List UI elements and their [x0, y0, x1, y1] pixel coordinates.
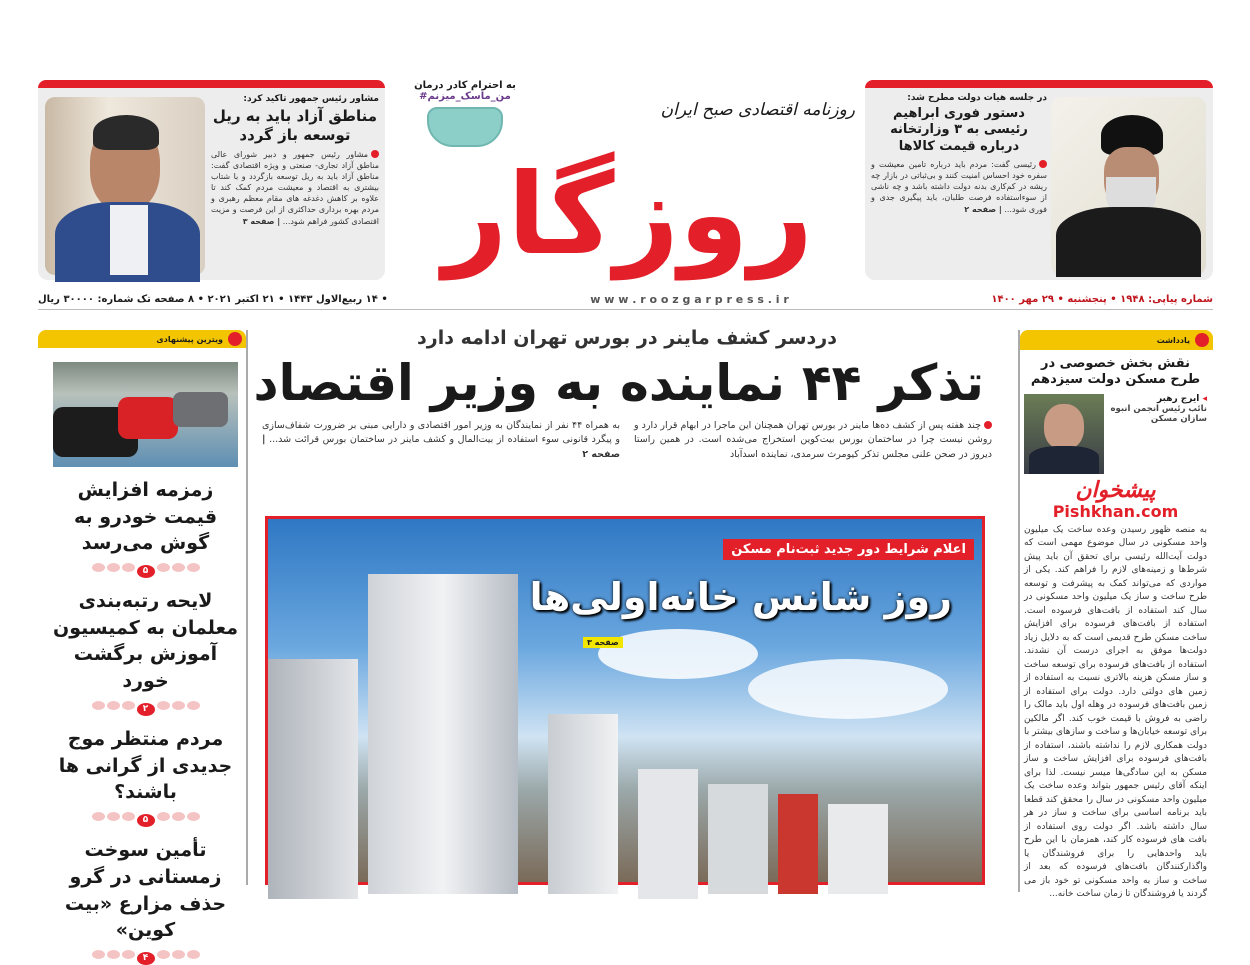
body-text: رئیسی گفت: مردم باید درباره تامین معیشت و سفره خود احساس امنیت کنند و بی‌ثباتی در بازار چه ریشه در کم‌کاری بدنه دولت داشته باشد و چه ناشی از سوءاستفاده فرصت طلبان، باید پیگیری جدی و فوری شود...	[871, 159, 1047, 214]
author-title: نائب رئیس انجمن انبوه سازان مسکن	[1110, 403, 1207, 424]
page-dots	[53, 563, 238, 579]
kicker: در جلسه هیات دولت مطرح شد:	[907, 93, 1047, 103]
watermark-fa: پیشخوان	[1075, 476, 1156, 503]
column-header-label: یادداشت	[1156, 335, 1190, 345]
side-headline[interactable]: مردم منتظر موج جدیدی از گرانی ها باشند؟	[58, 728, 233, 804]
top-right-story[interactable]	[865, 80, 1213, 280]
side-headline[interactable]: تأمین سوخت زمستانی در گرو حذف مزارع «بیت کوین»	[64, 839, 227, 942]
note-body: به منصه ظهور رسیدن وعده ساخت یک میلیون واحد مسکونی در سال موضوع مهمی است که دولت آیت‌الله رئیسی برای تحقق آن باید پیش شرط‌ها و زمینه‌های لازم را فراهم کند. یکی از مواردی که می‌تواند کمک به پیشرفت و توسعه طرح ساخت و ساز یک میلیون واحد مسکونی در سال کند استفاده از بافت‌های فرسوده است. استفاده از بافت‌های فرسوده برای افزایش ساخت مسکن طرح قدیمی است که به دلایل زیاد دولت‌ها موفق به اجرای درست آن نشدند. استفاده از بافت‌های فرسوده برای توسعه ساخت و ساز مسکن هزینه بالاتری نسبت به استفاده از زمین های دولتی دارد. دولت برای استفاده از زمین بافت‌های فرسوده در وهله اول باید مالک را راضی به فروش با قیمت خوب کند. اگر مالکین برای توسعه خیابان‌ها و ساخت و سازهای بیشتر با دولت همکاری لازم را نداشته باشند، استفاده از بافت‌های فرسوده برای افزایش ساخت و ساز مسکن به این سادگی‌ها میسر نیست. لذا برای اینکه آقای رئیس جمهور بتواند وعده ساخت یک میلیون واحد مسکونی در سال را محقق کند قطعا باید برنامه اساسی برای ساخت و ساز در هر سال داشته باشد. اگر دولت روی استفاده از بافت های فرسوده کار کند، همزمان با این طرح باید واحدهایی را برای فروشندگان یا واگذارکنندگان بافت‌های فرسوده که بعد از ساخت و ساز به واحد مسکونی تو خود باز می گردند یا فروشندگان تا زمان ساخت خانه...	[1024, 524, 1207, 900]
mask-campaign	[405, 80, 525, 147]
lead-kicker: دردسر کشف ماینر در بورس تهران ادامه دارد	[417, 327, 837, 349]
portrait-photo	[45, 97, 205, 275]
page-ref: | صفحه ۳	[242, 216, 281, 226]
page-dots	[53, 950, 238, 965]
page-ref: | صفحه ۲	[262, 434, 620, 461]
lead-headline[interactable]: تذکر ۴۴ نماینده به وزیر اقتصاد	[253, 353, 984, 412]
page-number: ۴	[137, 952, 155, 965]
headline[interactable]: مناطق آزاد باید به ریل توسعه باز گردد	[212, 107, 378, 144]
author-photo	[1024, 394, 1104, 474]
masthead-logo	[398, 142, 858, 288]
bullet-icon	[371, 150, 379, 158]
column-header-label: ویترین پیشنهادی	[156, 334, 223, 344]
side-story[interactable]	[53, 588, 238, 716]
headline[interactable]: دستور فوری ابراهیم رئیسی به ۳ وزارتخانه درباره قیمت کالاها	[890, 106, 1028, 154]
date-bar	[38, 290, 1213, 310]
issue-number: شماره پیاپی: ۱۹۴۸ • پنجشنبه • ۲۹ مهر ۱۴۰۰	[991, 294, 1213, 305]
page-number: ۲	[137, 703, 155, 716]
red-bar	[865, 80, 1213, 88]
page-dots	[53, 812, 238, 828]
pishkhan-watermark	[1024, 478, 1207, 521]
page-dots	[53, 701, 238, 717]
left-column	[38, 330, 248, 964]
page-ref: صفحه ۳	[583, 637, 623, 648]
tagline: روزنامه اقتصادی صبح ایران	[660, 100, 855, 120]
watermark-en: Pishkhan.com	[1052, 501, 1179, 521]
mask-icon	[427, 107, 503, 147]
website-url[interactable]: w w w . r o o z g a r p r e s s . i r	[590, 293, 789, 306]
logo-text: روزگار	[442, 150, 814, 280]
mask-title: به احترام کادر درمان	[414, 80, 516, 91]
author-name: ◂ ایرج رهبر	[1156, 393, 1207, 404]
bullet-icon	[984, 421, 992, 429]
photo-headline[interactable]: روز شانس خانه‌اولی‌ها	[529, 575, 952, 619]
page-number: ۵	[137, 814, 155, 827]
page-ref: | صفحه ۲	[964, 204, 1002, 214]
side-story[interactable]	[53, 477, 238, 578]
lead-body-left: به همراه ۴۴ نفر از نمایندگان به وزیر امور اقتصادی و دارایی مبنی بر ضرورت شفاف‌سازی و پیگرد قانونی سوء استفاده از بیت‌المال و کشف ماینر در ساختمان بورس قرائت شد...	[262, 419, 621, 446]
right-column	[1018, 330, 1213, 900]
side-story[interactable]	[53, 837, 238, 965]
column-header	[38, 330, 246, 348]
housing-photo[interactable]	[265, 516, 985, 885]
side-headline[interactable]: لایحه رتبه‌بندی معلمان به کمیسیون آموزش برگشت خورد	[53, 590, 238, 693]
portrait-photo	[1051, 97, 1206, 275]
top-left-story[interactable]	[38, 80, 385, 280]
red-bar	[38, 80, 385, 88]
cars-photo	[53, 362, 238, 467]
arrow-icon	[228, 332, 242, 346]
side-story[interactable]	[53, 726, 238, 827]
bullet-icon	[1039, 160, 1047, 168]
building	[368, 574, 518, 894]
lead-story[interactable]	[253, 326, 992, 463]
page-number: ۵	[137, 565, 155, 578]
issue-date-gregorian: • ۱۴ ربیع‌الاول ۱۴۴۳ • ۲۱ اکتبر ۲۰۲۱ • ۸ صفحه تک شماره: ۳۰۰۰۰ ریال	[38, 294, 388, 305]
arrow-icon	[1195, 333, 1209, 347]
mask-hashtag: #من_ماسک_میزنم	[419, 91, 511, 102]
kicker: مشاور رئیس جمهور تاکید کرد:	[243, 94, 379, 104]
body-text: مشاور رئیس جمهور و دبیر شورای عالی مناطق آزاد تجاری- صنعتی و ویژه اقتصادی گفت: مناطق آزاد باید به ریل توسعه بازگردد و با شتاب بیشتری به اقتصاد و معیشت مردم کمک کند تا علاوه بر کاهش دغدغه های مقام معظم رهبری و مردم بهره برداری حداکثری از این فرصت و مزیت اقتصادی کشور فراهم شود...	[211, 149, 379, 226]
author-name-text: ایرج رهبر	[1156, 393, 1200, 404]
note-headline[interactable]: نقش بخش خصوصی در طرح مسکن دولت سیزدهم	[1030, 356, 1201, 388]
photo-label: اعلام شرایط دور جدید ثبت‌نام مسکن	[723, 539, 974, 560]
lead-body-right: چند هفته پس از کشف ده‌ها ماینر در بورس تهران همچنان این ماجرا در ابهام قرار دارد و روشن نیست چرا در ساختمان بورس بیت‌کوین استخراج می‌شده است. در همین راستا دیروز در صحن علنی مجلس تذکر کیومرث سرمدی، نماینده اسدآباد	[634, 419, 992, 461]
side-headline[interactable]: زمزمه افزایش قیمت خودرو به گوش می‌رسد	[73, 479, 218, 555]
